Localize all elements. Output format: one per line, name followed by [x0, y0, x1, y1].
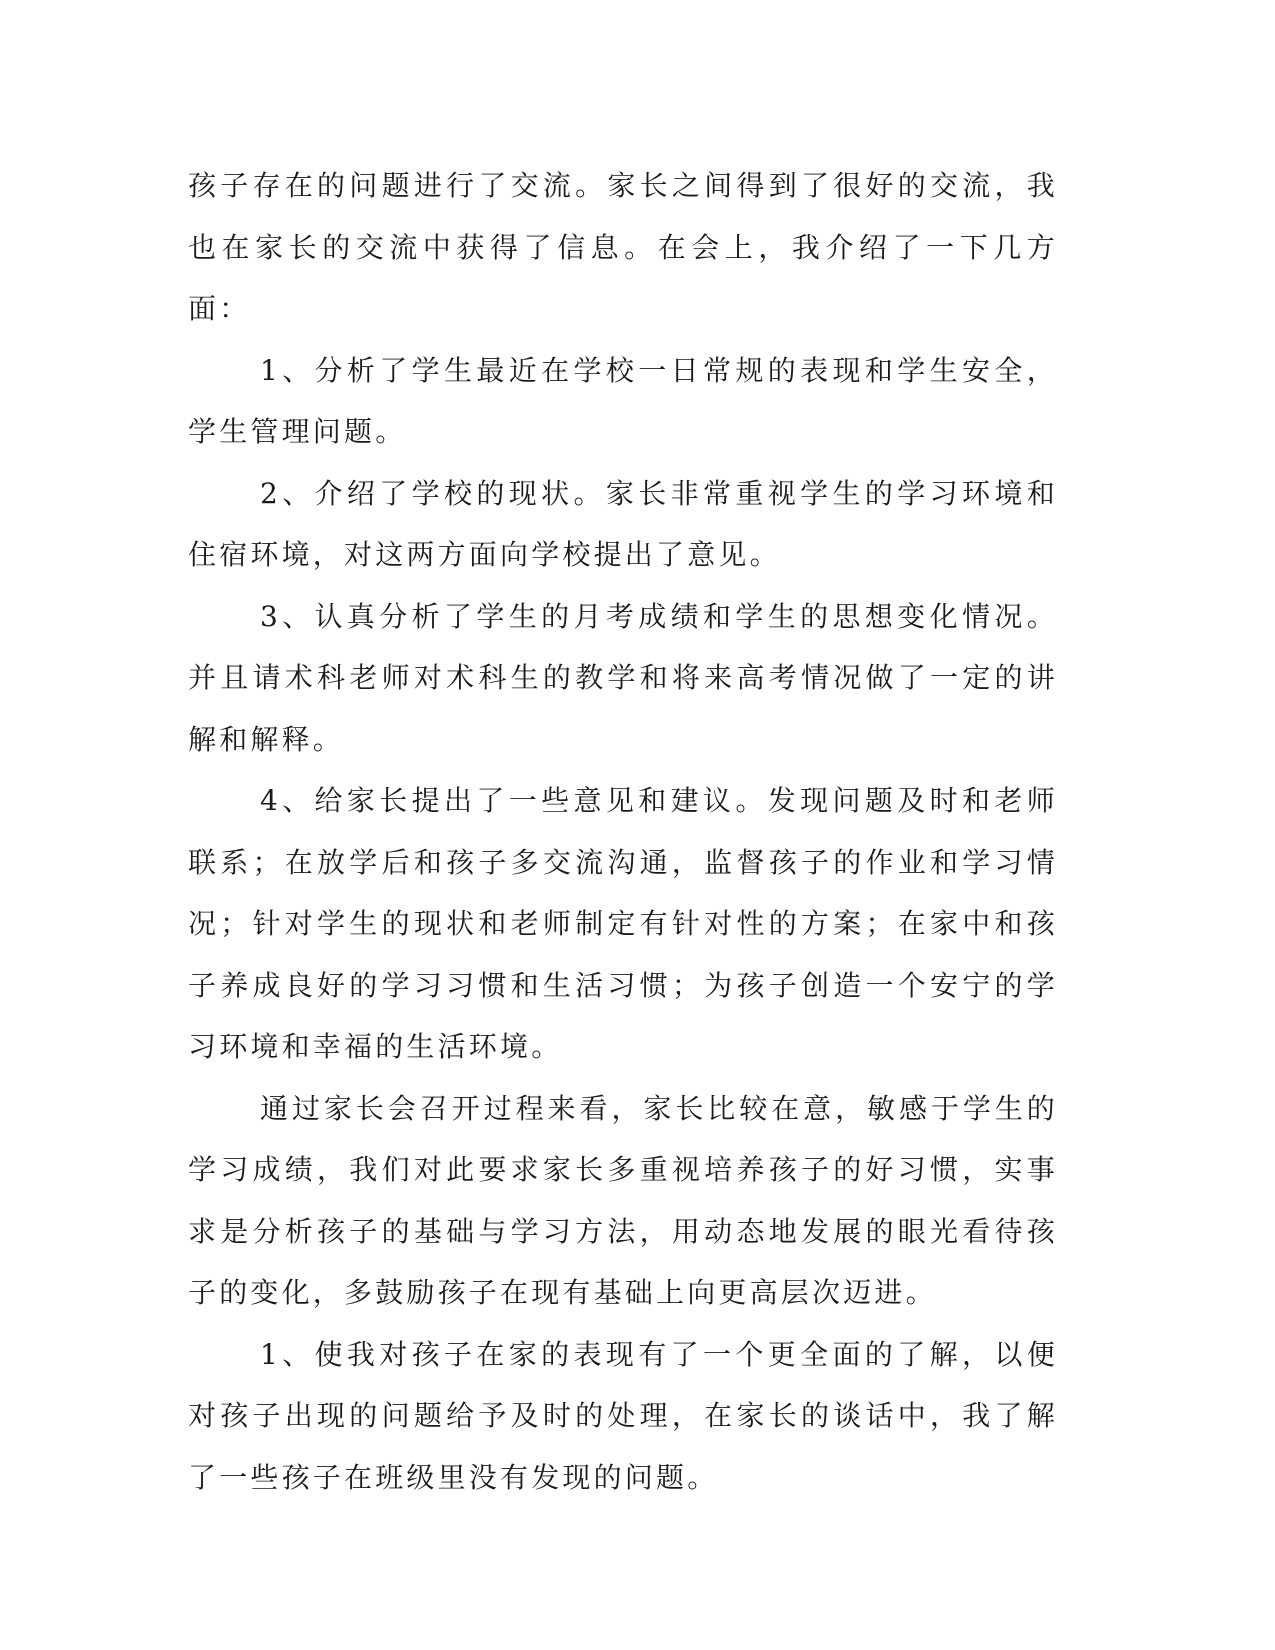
document-body — [188, 155, 1058, 1508]
paragraph-continued: 孩子存在的问题进行了交流。家长之间得到了很好的交流，我也在家长的交流中获得了信息。在会上，我介绍了一下几方面： — [188, 169, 1058, 325]
paragraph-reflection-1: 1、使我对孩子在家的表现有了一个更全面的了解，以便对孩子出现的问题给予及时的处理，在家长的谈话中，我了解了一些孩子在班级里没有发现的问题。 — [188, 1337, 1058, 1494]
paragraph-item-1: 1、分析了学生最近在学校一日常规的表现和学生安全，学生管理问题。 — [188, 353, 1058, 448]
paragraph-item-4: 4、给家长提出了一些意见和建议。发现问题及时和老师联系；在放学后和孩子多交流沟通，监督孩子的作业和学习情况；针对学生的现状和老师制定有针对性的方案；在家中和孩子养成良好的学习习惯和生活习惯；为孩子创造一个安宁的学习环境和幸福的生活环境。 — [188, 784, 1058, 1063]
paragraph-summary: 通过家长会召开过程来看，家长比较在意，敏感于学生的学习成绩，我们对此要求家长多重视培养孩子的好习惯，实事求是分析孩子的基础与学习方法，用动态地发展的眼光看待孩子的变化，多鼓励孩子在现有基础上向更高层次迈进。 — [188, 1091, 1058, 1309]
paragraph-item-2: 2、介绍了学校的现状。家长非常重视学生的学习环境和住宿环境，对这两方面向学校提出了意见。 — [188, 476, 1058, 571]
paragraph-item-3: 3、认真分析了学生的月考成绩和学生的思想变化情况。并且请术科老师对术科生的教学和将来高考情况做了一定的讲解和解释。 — [188, 599, 1058, 756]
